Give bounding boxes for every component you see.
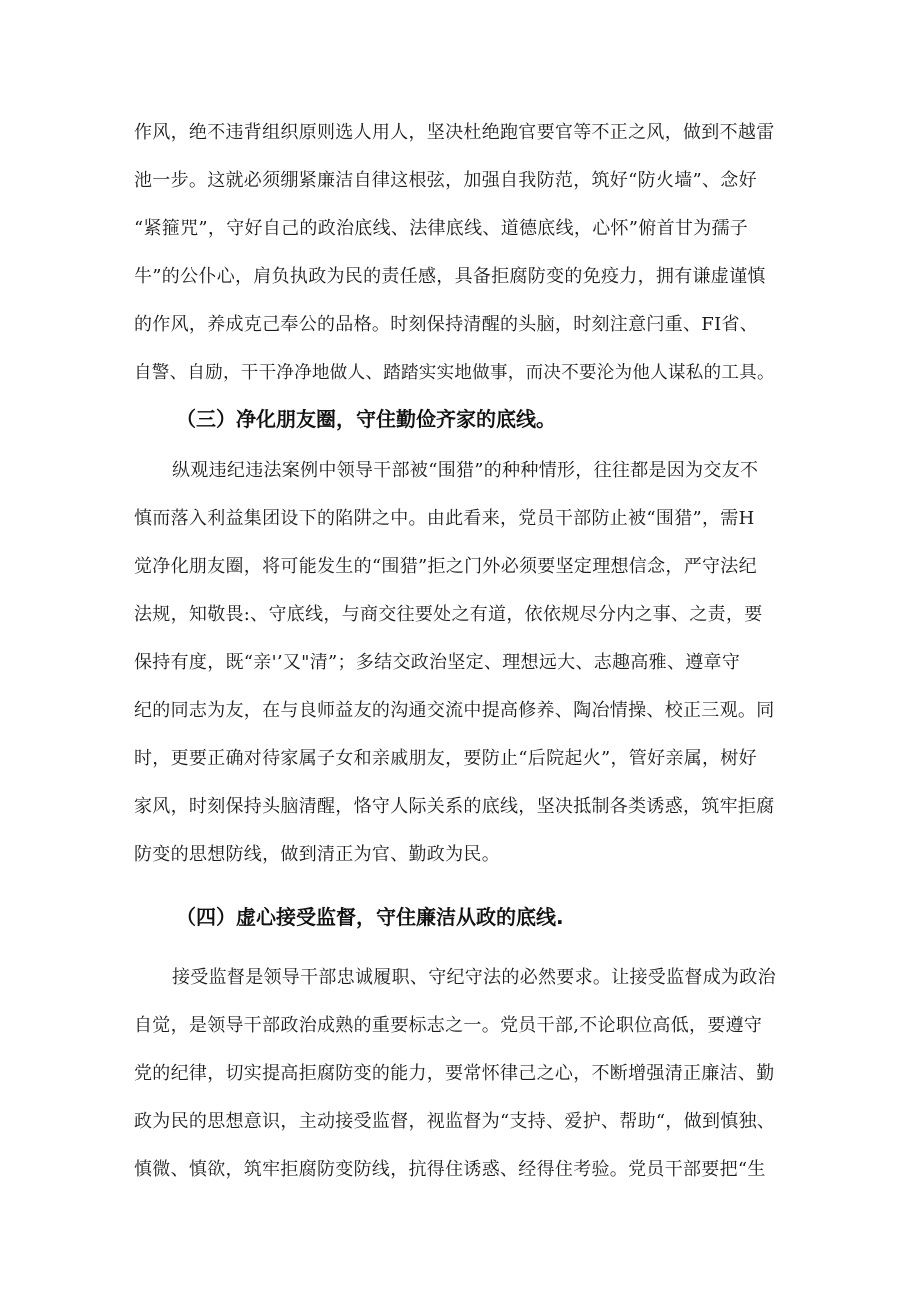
paragraph-2-line-1: 纵观违纪违法案例中领导干部被“围猎”的种种情形，往往都是因为交友不 bbox=[172, 460, 759, 481]
paragraph-3-line-4: 政为民的思想意识，主动接受监督，视监督为“支持、爱护、帮助“，做到慎独、 bbox=[134, 1111, 776, 1132]
paragraph-1-line-5: 的作风，养成克己奉公的品格。时刻保持清醒的头脑，时刻注意闩重、FI省、 bbox=[134, 314, 759, 335]
paragraph-2-line-9: 防变的思想防线，做到清正为官、勤政为民。 bbox=[134, 844, 500, 865]
paragraph-1-line-3: “紧箍咒”，守好自己的政治底线、法律底线、道德底线，心怀”俯首甘为孺子 bbox=[134, 218, 749, 239]
paragraph-2-line-5: 保持有度，既“亲'’又"清”；多结交政治坚定、理想远大、志趣高雅、遵章守 bbox=[134, 652, 741, 673]
paragraph-3-line-5: 慎微、慎欲，筑牢拒腐防变防线，抗得住诱惑、经得住考验。党员干部要把“生 bbox=[134, 1159, 766, 1180]
paragraph-3-line-3: 党的纪律，切实提高拒腐防变的能力，要常怀律己之心，不断增强清正廉洁、勤 bbox=[134, 1063, 775, 1084]
paragraph-1-line-1: 作风，绝不违背组织原则选人用人，坚决杜绝跑官要官等不正之风，做到不越雷 bbox=[134, 122, 775, 143]
paragraph-1-line-4: 牛”的公仆心，肩负执政为民的责任感，具备拒腐防变的免疫力，拥有谦虚谨慎 bbox=[134, 266, 766, 287]
paragraph-2-line-4: 法规，知敬畏:、守底线，与商交往要处之有道，依依规尽分内之事、之责，要 bbox=[134, 604, 763, 625]
paragraph-1-line-6: 自警、自励，干干净净地做人、踏踏实实地做事，而决不要沦为他人谋私的工具。 bbox=[134, 363, 775, 383]
paragraph-2-line-2: 慎而落入利益集团设下的陷阱之中。由此看来，党员干部防止被“围猎”，需H bbox=[134, 508, 755, 529]
paragraph-2-line-7: 时，更要正确对待家属子女和亲戚朋友，要防止“后院起火”，管好亲属，树好 bbox=[134, 748, 757, 769]
paragraph-2-line-6: 纪的同志为友，在与良师益友的沟通交流中提高修养、陶冶情操、校正三观。同 bbox=[134, 700, 775, 721]
section-heading-4: （四）虚心接受监督，守住廉洁从政的底线. bbox=[176, 905, 564, 929]
paragraph-2-line-3: 觉净化朋友圈，将可能发生的“围猎”拒之门外必须要坚定理想信念，严守法纪 bbox=[134, 556, 757, 577]
section-heading-3: （三）净化朋友圈，守住勤俭齐家的底线。 bbox=[176, 407, 556, 431]
paragraph-2-line-8: 家风，时刻保持头脑清醒，恪守人际关系的底线，坚决抵制各类诱惑，筑牢拒腐 bbox=[134, 796, 775, 817]
paragraph-3-line-2: 自觉，是领导干部政治成熟的重要标志之一。党员干部,不论职位高低，要遵守 bbox=[134, 1015, 763, 1036]
paragraph-1-line-2: 池一步。这就必须绷紧廉洁自律这根弦，加强自我防范，筑好“防火墙”、念好 bbox=[134, 170, 757, 191]
paragraph-3-line-1: 接受监督是领导干部忠诚履职、守纪守法的必然要求。让接受监督成为政治 bbox=[172, 967, 776, 988]
